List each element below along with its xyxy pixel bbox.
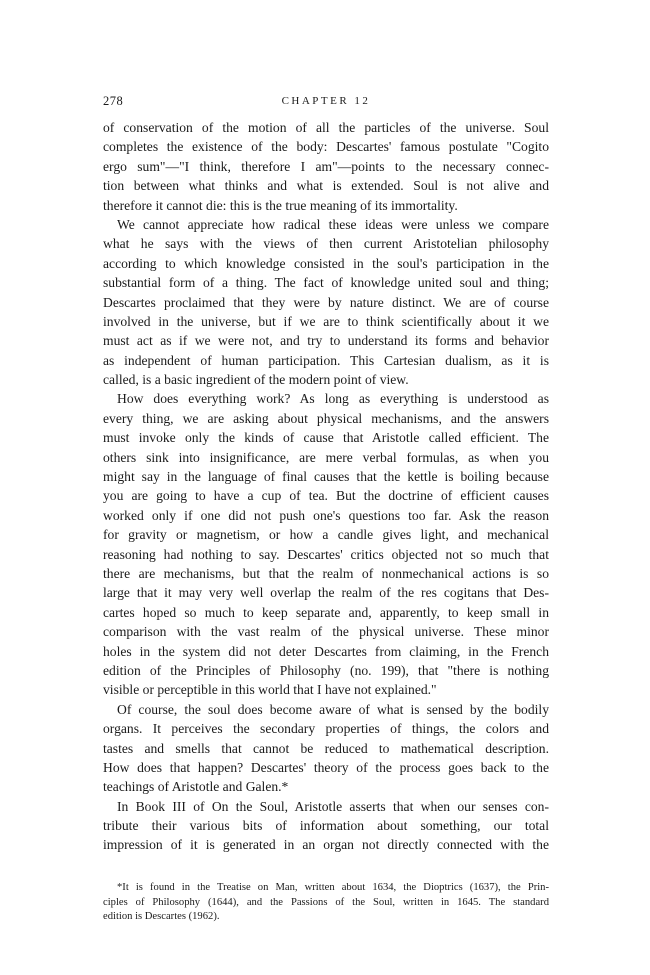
- text-line: must invoke only the kinds of cause that Aristotle called efficient. The: [103, 430, 549, 446]
- text-line: of conservation of the motion of all the particles of the universe. Soul: [103, 120, 549, 135]
- text-line: Of course, the soul does become aware of what is sensed by the bodily: [117, 701, 549, 717]
- body-text: [103, 118, 549, 855]
- text-line: tion between what thinks and what is extended. Soul is not alive and: [103, 178, 549, 194]
- text-line: cartes hoped so much to keep separate and, apparently, to keep small in: [103, 604, 549, 620]
- text-line: might say in the language of final causes that the kettle is boiling because: [103, 469, 549, 485]
- text-line: teachings of Aristotle and Galen.*: [103, 779, 289, 795]
- text-line: holes in the system did not deter Descartes from claiming, in the French: [103, 643, 549, 659]
- text-line: large that it may very well overlap the realm of the res cogitans that Des-: [103, 585, 549, 601]
- text-line: comparison with the vast realm of the physical universe. These minor: [103, 624, 549, 640]
- text-line: ergo sum"—"I think, therefore I am"—points to the necessary connec-: [103, 158, 549, 174]
- text-line: you are going to have a cup of tea. But the doctrine of efficient causes: [103, 488, 549, 504]
- text-line: edition of the Principles of Philosophy (no. 199), that "there is nothing: [103, 662, 549, 678]
- chapter-heading: CHAPTER 12: [281, 95, 371, 107]
- running-head: [103, 94, 549, 110]
- text-line: completes the existence of the body: Descartes' famous postulate "Cogito: [103, 139, 549, 155]
- text-line: what he says with the views of then current Aristotelian philosophy: [103, 236, 549, 252]
- text-line: therefore it cannot die: this is the true meaning of its immortality.: [103, 197, 458, 213]
- text-line: for gravity or magnetism, or how a candle gives light, and mechanical: [103, 527, 549, 543]
- text-line: tribute their various bits of information about something, our total: [103, 818, 549, 834]
- text-line: others sink into insignificance, are mere verbal formulas, as when you: [103, 449, 549, 465]
- text-line: there are mechanisms, but that the realm of nonmechanical actions is so: [103, 565, 549, 581]
- text-line: as independent of human participation. This Cartesian dualism, as it is: [103, 352, 549, 368]
- page-number: 278: [103, 94, 124, 108]
- text-line: We cannot appreciate how radical these ideas were unless we compare: [117, 216, 549, 232]
- text-line: must act as if we were not, and try to understand its forms and behavior: [103, 333, 549, 349]
- text-line: Descartes proclaimed that they were by nature distinct. We are of course: [103, 294, 549, 310]
- text-line: tastes and smells that cannot be reduced to mathematical description.: [103, 740, 549, 756]
- text-line: reasoning had nothing to say. Descartes' critics objected not so much that: [103, 546, 549, 562]
- text-line: worked only if one did not push one's questions too far. Ask the reason: [103, 507, 549, 523]
- text-line: visible or perceptible in this world that I have not explained.": [103, 682, 437, 698]
- text-line: called, is a basic ingredient of the modern point of view.: [103, 372, 409, 388]
- text-line: involved in the universe, but if we are to think scientifically about it we: [103, 313, 549, 329]
- text-line: How does that happen? Descartes' theory of the process goes back to the: [103, 759, 549, 775]
- text-line: How does everything work? As long as everything is understood as: [117, 391, 549, 407]
- footnote-line: *It is found in the Treatise on Man, written about 1634, the Dioptrics (1637), the Prin-: [117, 882, 549, 893]
- footnote-line: ciples of Philosophy (1644), and the Passions of the Soul, written in 1645. The standard: [103, 896, 549, 908]
- text-line: impression of it is generated in an organ not directly connected with the: [103, 837, 549, 853]
- text-line: In Book III of On the Soul, Aristotle asserts that when our senses con-: [117, 798, 549, 814]
- footnotes: [103, 881, 549, 925]
- text-line: according to which knowledge consisted in the soul's participation in the: [103, 255, 549, 271]
- text-line: substantial form of a thing. The fact of knowledge united soul and thing;: [103, 275, 549, 291]
- text-line: organs. It perceives the secondary properties of things, the colors and: [103, 721, 549, 737]
- footnote-line: edition is Descartes (1962).: [103, 911, 220, 922]
- text-line: every thing, we are asking about physical mechanisms, and the answers: [103, 410, 549, 426]
